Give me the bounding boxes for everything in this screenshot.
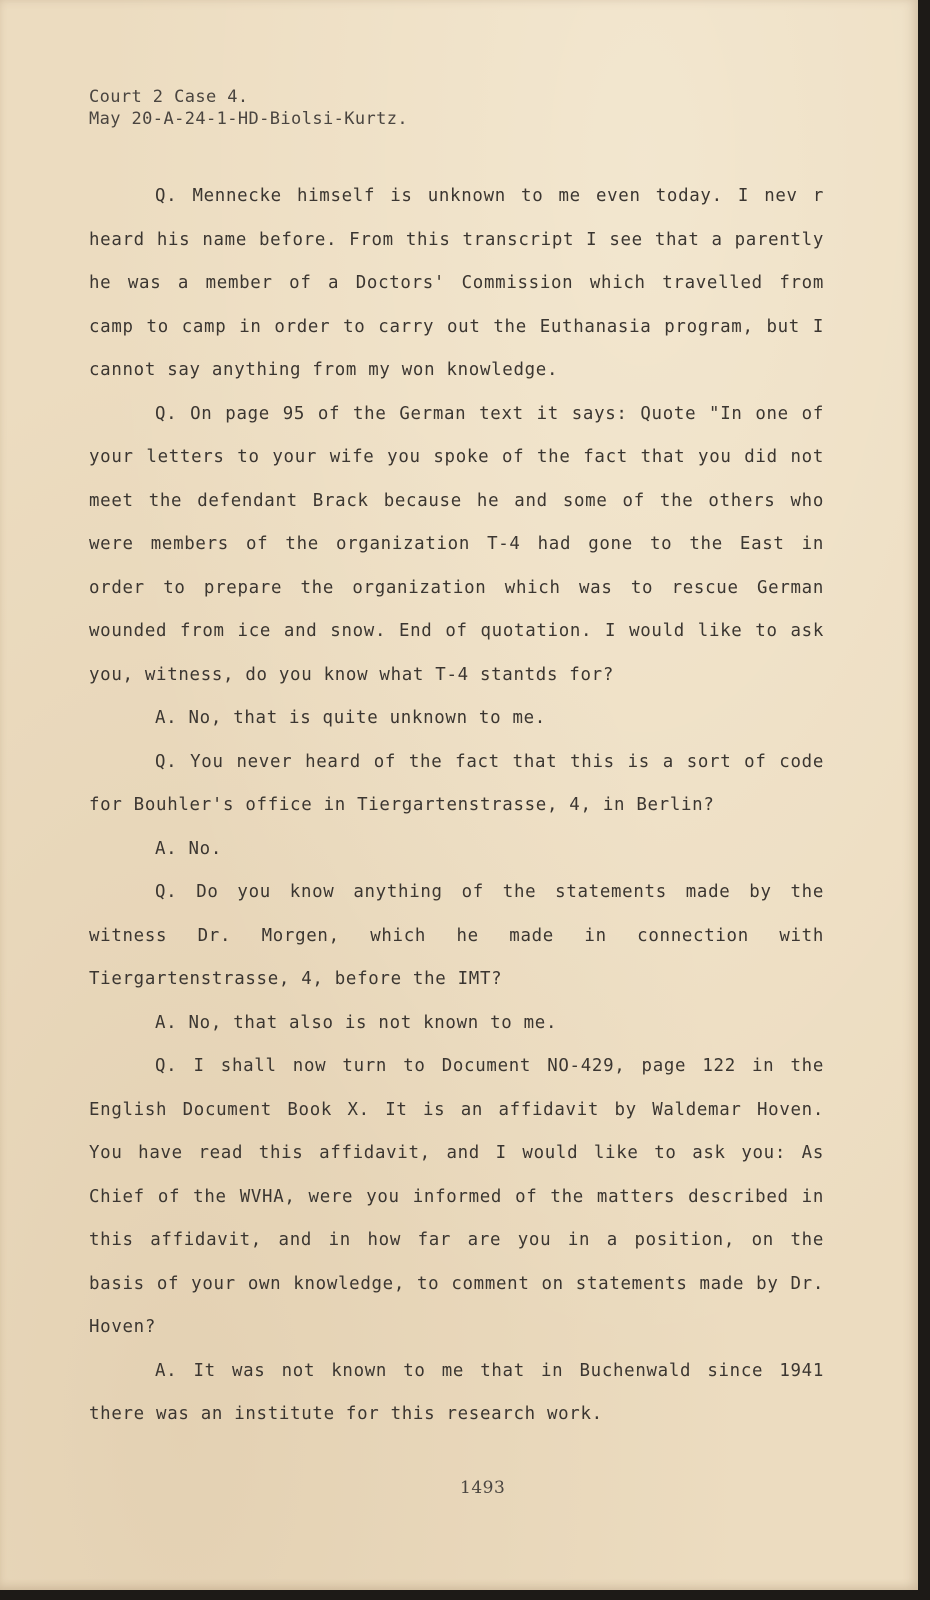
document-header <box>89 86 408 130</box>
transcript-paragraph: Q. Mennecke himself is unknown to me even today. I nev r heard his name before. From this transcript I see that a parently he was a member of a Doctors' Commission which travelled from camp to camp in order to carry out the Euthanasia program, but I cannot say anything from my won knowledge. <box>89 186 824 380</box>
transcript-paragraph: Q. On page 95 of the German text it says: Quote "In one of your letters to your wife you spoke of the fact that you did not meet the defendant Brack because he and some of the others who were members of the organization T-4 had gone to the East in order to prepare the organization which was to rescue German wounded from ice and snow. End of quotation. I would like to ask you, witness, do you know what T-4 stantds for? <box>89 403 824 685</box>
page-number: 1493 <box>460 1478 506 1498</box>
transcript-paragraph: Q. You never heard of the fact that this is a sort of code for Bouhler's office in Tiergartenstrasse, 4, in Berlin? <box>89 751 824 815</box>
transcript-body <box>89 175 824 1437</box>
transcript-paragraph: A. No, that is quite unknown to me. <box>155 708 546 728</box>
transcript-paragraph: Q. I shall now turn to Document NO-429, page 122 in the English Document Book X. It is an affidavit by Waldemar Hoven. You have read this affidavit, and I would like to ask you: As Chief of the WVHA, were you informed of the matters described in this affidavit, and in how far are you in a position, on the basis of your own knowledge, to comment on statements made by Dr. Hoven? <box>89 1056 824 1337</box>
transcript-paragraph: A. No. <box>155 838 223 859</box>
header-session-reference: May 20-A-24-1-HD-Biolsi-Kurtz. <box>89 109 409 129</box>
header-court-case: Court 2 Case 4. <box>89 87 249 107</box>
transcript-paragraph: A. It was not known to me that in Buchenwald since 1941 there was an institute for this research work. <box>89 1360 824 1424</box>
transcript-paragraph: Q. Do you know anything of the statements made by the witness Dr. Morgen, which he made in connection with Tiergartenstrasse, 4, before the IMT? <box>89 882 824 989</box>
scan-edge <box>918 0 930 1600</box>
transcript-paragraph: A. No, that also is not known to me. <box>155 1012 558 1033</box>
